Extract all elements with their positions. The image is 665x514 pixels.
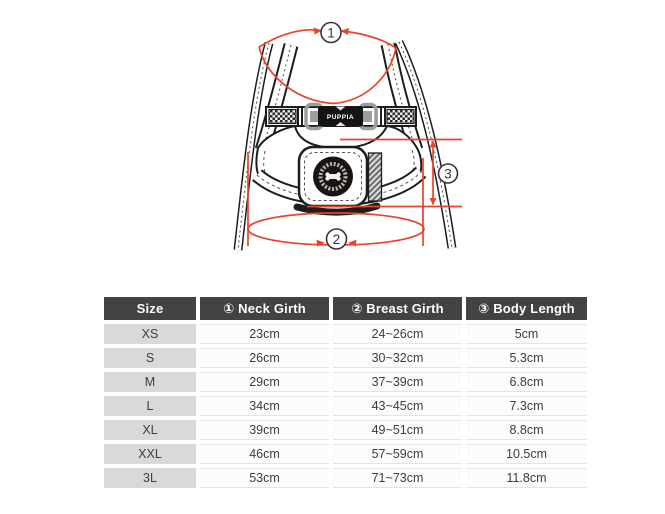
size-cell: S xyxy=(104,348,196,368)
body-cell: 8.8cm xyxy=(466,420,587,440)
breast-cell: 57~59cm xyxy=(333,444,462,464)
neck-cell: 53cm xyxy=(200,468,329,488)
body-cell: 11.8cm xyxy=(466,468,587,488)
size-cell: XL xyxy=(104,420,196,440)
neck-cell: 34cm xyxy=(200,396,329,416)
size-cell: L xyxy=(104,396,196,416)
body-cell: 5.3cm xyxy=(466,348,587,368)
size-cell: XXL xyxy=(104,444,196,464)
neck-cell: 39cm xyxy=(200,420,329,440)
size-cell: 3L xyxy=(104,468,196,488)
marker-body-length xyxy=(439,164,458,183)
breast-cell: 43~45cm xyxy=(333,396,462,416)
velcro-strip xyxy=(369,153,382,201)
chest-strap xyxy=(266,105,416,129)
marker-breast-girth xyxy=(327,229,347,249)
body-cell: 5cm xyxy=(466,324,587,344)
body-cell: 10.5cm xyxy=(466,444,587,464)
neck-cell: 26cm xyxy=(200,348,329,368)
size-chart-table xyxy=(104,297,587,488)
buckle-brand-label: PUPPIA xyxy=(326,114,355,121)
breast-cell: 24~26cm xyxy=(333,324,462,344)
body-cell: 7.3cm xyxy=(466,396,587,416)
neck-cell: 46cm xyxy=(200,444,329,464)
neck-cell: 23cm xyxy=(200,324,329,344)
breast-cell: 30~32cm xyxy=(333,348,462,368)
body-cell: 6.8cm xyxy=(466,372,587,392)
webbing-right xyxy=(387,110,414,124)
marker-neck-girth-label: 1 xyxy=(327,25,335,41)
marker-breast-girth-label: 2 xyxy=(332,231,341,247)
neck-cell: 29cm xyxy=(200,372,329,392)
webbing-left xyxy=(269,110,296,124)
breast-cell: 71~73cm xyxy=(333,468,462,488)
col-header-neck-girth: ① Neck Girth xyxy=(200,297,329,320)
size-cell: XS xyxy=(104,324,196,344)
size-cell: M xyxy=(104,372,196,392)
breast-cell: 37~39cm xyxy=(333,372,462,392)
logo-patch xyxy=(299,147,367,206)
col-header-size: Size xyxy=(104,297,196,320)
col-header-body-length: ③ Body Length xyxy=(466,297,587,320)
breast-cell: 49~51cm xyxy=(333,420,462,440)
marker-neck-girth xyxy=(321,23,341,43)
marker-body-length-label: 3 xyxy=(444,166,452,182)
col-header-breast-girth: ② Breast Girth xyxy=(333,297,462,320)
